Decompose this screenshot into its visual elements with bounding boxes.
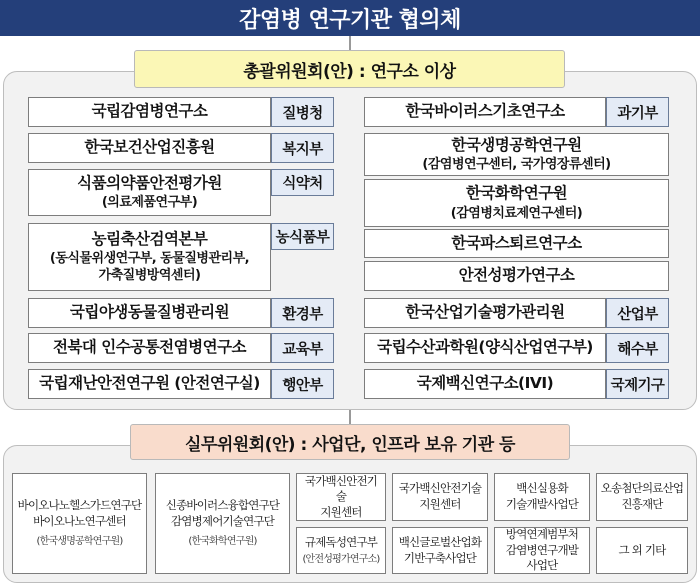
ministry-tag: 농식품부 xyxy=(271,223,334,250)
organization-name: 백신글로벌산업화 기반구축사업단 xyxy=(398,534,482,565)
working-organization-box xyxy=(155,473,290,574)
page-title: 감염병 연구기관 협의체 xyxy=(0,0,700,36)
institution-name: 한국바이러스기초연구소 xyxy=(405,102,565,121)
working-organization-box xyxy=(392,473,488,521)
institution-name: 농림축산검역본부 xyxy=(91,230,208,249)
working-organization-box xyxy=(494,473,590,521)
working-organization-box xyxy=(296,473,386,521)
ministry-tag: 해수부 xyxy=(606,333,669,363)
institution-name: 한국파스퇴르연구소 xyxy=(451,233,582,252)
organization-parent: (안전성평가연구소) xyxy=(302,553,380,565)
steering-institution-box xyxy=(28,169,271,216)
institution-name: 국립수산과학원(양식산업연구부) xyxy=(377,338,593,357)
steering-institution-box xyxy=(364,333,606,363)
ministry-tag: 식약처 xyxy=(271,169,334,196)
organization-name: 바이오나노헬스가드연구단 바이오나노연구센터 xyxy=(17,498,142,528)
organization-name: 신종바이러스융합연구단 감염병제어기술연구단 xyxy=(165,498,280,528)
institution-name: 국립야생동물질병관리원 xyxy=(69,303,230,322)
working-organization-box xyxy=(596,527,688,574)
steering-institution-box xyxy=(28,369,271,399)
organization-name: 백신실용화 기술개발사업단 xyxy=(505,481,579,511)
organization-name: 국가백신안전기술 지원센터 xyxy=(304,473,378,519)
working-committee-banner: 실무위원회(안) : 사업단, 인프라 보유 기관 등 xyxy=(130,424,570,460)
ministry-tag: 복지부 xyxy=(271,133,334,163)
organization-name: 오송첨단의료산업 진흥재단 xyxy=(600,481,684,511)
institution-name: 한국화학연구원 xyxy=(465,184,568,203)
connector-line-top xyxy=(349,36,351,50)
organization-name: 방역연계범부처 감염병연구개발 사업단 xyxy=(505,527,579,573)
working-organization-box xyxy=(12,473,147,574)
ministry-tag: 교육부 xyxy=(271,333,334,363)
ministry-tag: 환경부 xyxy=(271,298,334,328)
working-organization-box xyxy=(296,527,386,574)
ministry-tag: 산업부 xyxy=(606,298,669,328)
steering-institution-box xyxy=(28,223,271,291)
steering-institution-box xyxy=(364,298,606,328)
organization-parent: (한국화학연구원) xyxy=(188,536,257,548)
steering-institution-box xyxy=(364,133,669,176)
steering-institution-box xyxy=(364,97,606,127)
institution-name: 식품의약품안전평가원 xyxy=(77,173,222,192)
steering-institution-box xyxy=(28,97,271,127)
institution-division: (감염병연구센터, 국가영장류센터) xyxy=(422,157,611,173)
working-organization-box xyxy=(392,527,488,574)
steering-institution-box xyxy=(364,369,606,399)
steering-committee-banner: 총괄위원회(안) : 연구소 이상 xyxy=(134,50,565,88)
institution-name: 한국산업기술평가관리원 xyxy=(405,303,565,322)
organization-name: 그 외 기타 xyxy=(618,542,666,557)
institution-name: 전북대 인수공통전염병연구소 xyxy=(52,338,247,357)
steering-institution-box xyxy=(364,229,669,258)
institution-name: 국립감염병연구소 xyxy=(91,102,208,121)
organization-name: 규제독성연구부 xyxy=(304,534,378,549)
institution-division: (감염병치료제연구센터) xyxy=(450,205,583,221)
steering-institution-box xyxy=(28,333,271,363)
institution-name: 한국보건산업진흥원 xyxy=(84,138,215,157)
ministry-tag: 질병청 xyxy=(271,97,334,127)
steering-institution-box xyxy=(364,261,669,291)
steering-institution-box xyxy=(364,179,669,227)
working-organization-box xyxy=(596,473,688,521)
institution-division: (동식물위생연구부, 동물질병관리부, 가축질병방역센터) xyxy=(49,251,250,283)
ministry-tag: 국제기구 xyxy=(606,369,669,399)
institution-name: 국립재난안전연구원 (안전연구실) xyxy=(39,374,260,393)
institution-division: (의료제품연구부) xyxy=(101,195,198,211)
institution-name: 안전성평가연구소 xyxy=(458,266,575,285)
institution-name: 국제백신연구소(IVI) xyxy=(416,374,554,393)
ministry-tag: 과기부 xyxy=(606,97,669,127)
steering-institution-box xyxy=(28,133,271,163)
connector-line-middle xyxy=(349,410,351,424)
institution-name: 한국생명공학연구원 xyxy=(451,135,582,154)
steering-institution-box xyxy=(28,298,271,328)
organization-name: 국가백신안전기술 지원센터 xyxy=(398,481,482,511)
organization-parent: (한국생명공학연구원) xyxy=(36,536,123,548)
ministry-tag: 행안부 xyxy=(271,369,334,399)
working-organization-box xyxy=(494,527,590,574)
